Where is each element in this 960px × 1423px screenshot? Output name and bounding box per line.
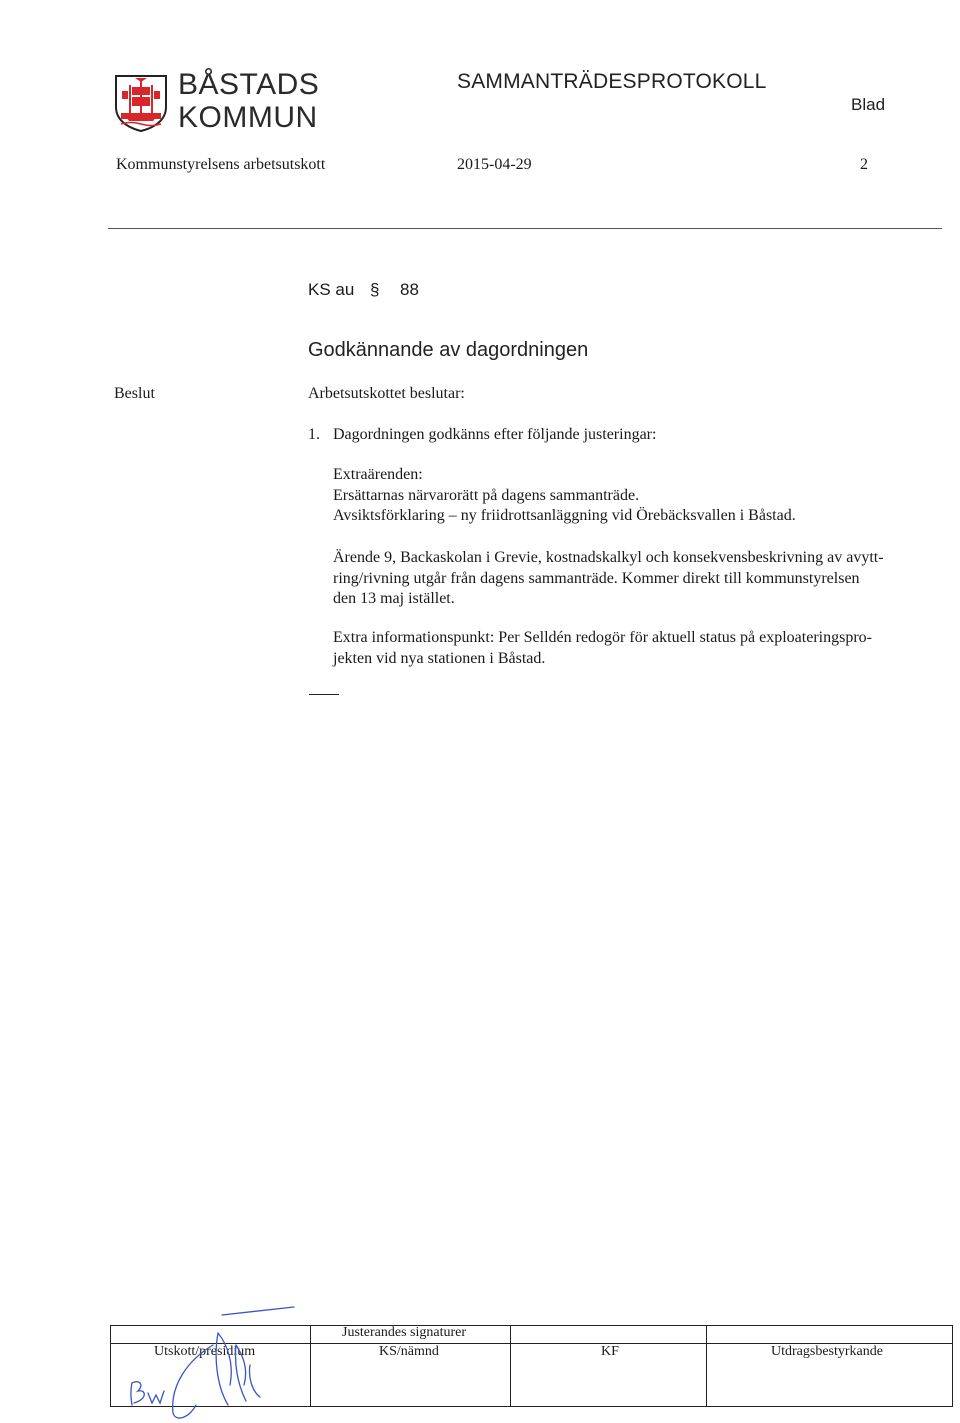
committee-name: Kommunstyrelsens arbetsutskott bbox=[116, 156, 326, 173]
extra-item: Ersättarnas närvarorätt på dagens sammanträde. bbox=[333, 486, 640, 504]
paragraph-info-point bbox=[333, 628, 948, 669]
page-number: 2 bbox=[860, 156, 868, 173]
paragraph-line: jekten vid nya stationen i Båstad. bbox=[333, 649, 546, 667]
signature-cell-extract bbox=[707, 1326, 952, 1406]
org-name-line1: BÅSTADS bbox=[178, 68, 320, 101]
paragraph-line: Extra informationspunkt: Per Selldén redogör för aktuell status på exploateringspro- bbox=[333, 629, 872, 646]
signature-column-label: KS/nämnd bbox=[379, 1344, 439, 1359]
section-sign: § bbox=[370, 280, 380, 299]
paragraph-line: den 13 maj istället. bbox=[333, 590, 455, 607]
signature-column-label: Utdragsbestyrkande bbox=[771, 1344, 883, 1359]
handwritten-signature bbox=[118, 1305, 298, 1423]
signature-cell-kf bbox=[511, 1326, 707, 1406]
end-of-section-rule bbox=[309, 694, 339, 695]
paragraph-line: Ärende 9, Backaskolan i Grevie, kostnadskalkyl och konsekvensbeskrivning av avytt- bbox=[333, 549, 884, 566]
sheet-label: Blad bbox=[851, 95, 886, 114]
ship-crest-icon bbox=[113, 73, 169, 133]
section-number: 88 bbox=[400, 280, 419, 299]
section-label: KS au bbox=[308, 280, 355, 299]
item-title: Godkännande av dagordningen bbox=[308, 339, 589, 361]
signature-heading: Justerandes signaturer bbox=[342, 1325, 467, 1340]
org-name-line2: KOMMUN bbox=[178, 101, 318, 134]
meeting-date: 2015-04-29 bbox=[457, 156, 532, 173]
document-type: SAMMANTRÄDESPROTOKOLL bbox=[457, 70, 767, 93]
extra-item: Avsiktsförklaring – ny friidrottsanläggning vid Örebäcksvallen i Båstad. bbox=[333, 507, 796, 524]
decision-label: Beslut bbox=[114, 385, 155, 402]
extra-items-heading: Extraärenden: bbox=[333, 466, 423, 483]
paragraph-backaskolan bbox=[333, 548, 948, 610]
decision-item-number: 1. bbox=[308, 426, 320, 443]
signature-column-label: KF bbox=[601, 1344, 619, 1359]
signature-column-label: Utskott/presidium bbox=[154, 1344, 256, 1359]
decision-intro: Arbetsutskottet beslutar: bbox=[308, 385, 465, 402]
header-divider bbox=[108, 228, 942, 229]
paragraph-line: ring/rivning utgår från dagens sammanträde. Kommer direkt till kommunstyrelsen bbox=[333, 569, 860, 587]
extra-items-block bbox=[333, 465, 948, 527]
decision-item-text: Dagordningen godkänns efter följande justeringar: bbox=[333, 426, 657, 443]
